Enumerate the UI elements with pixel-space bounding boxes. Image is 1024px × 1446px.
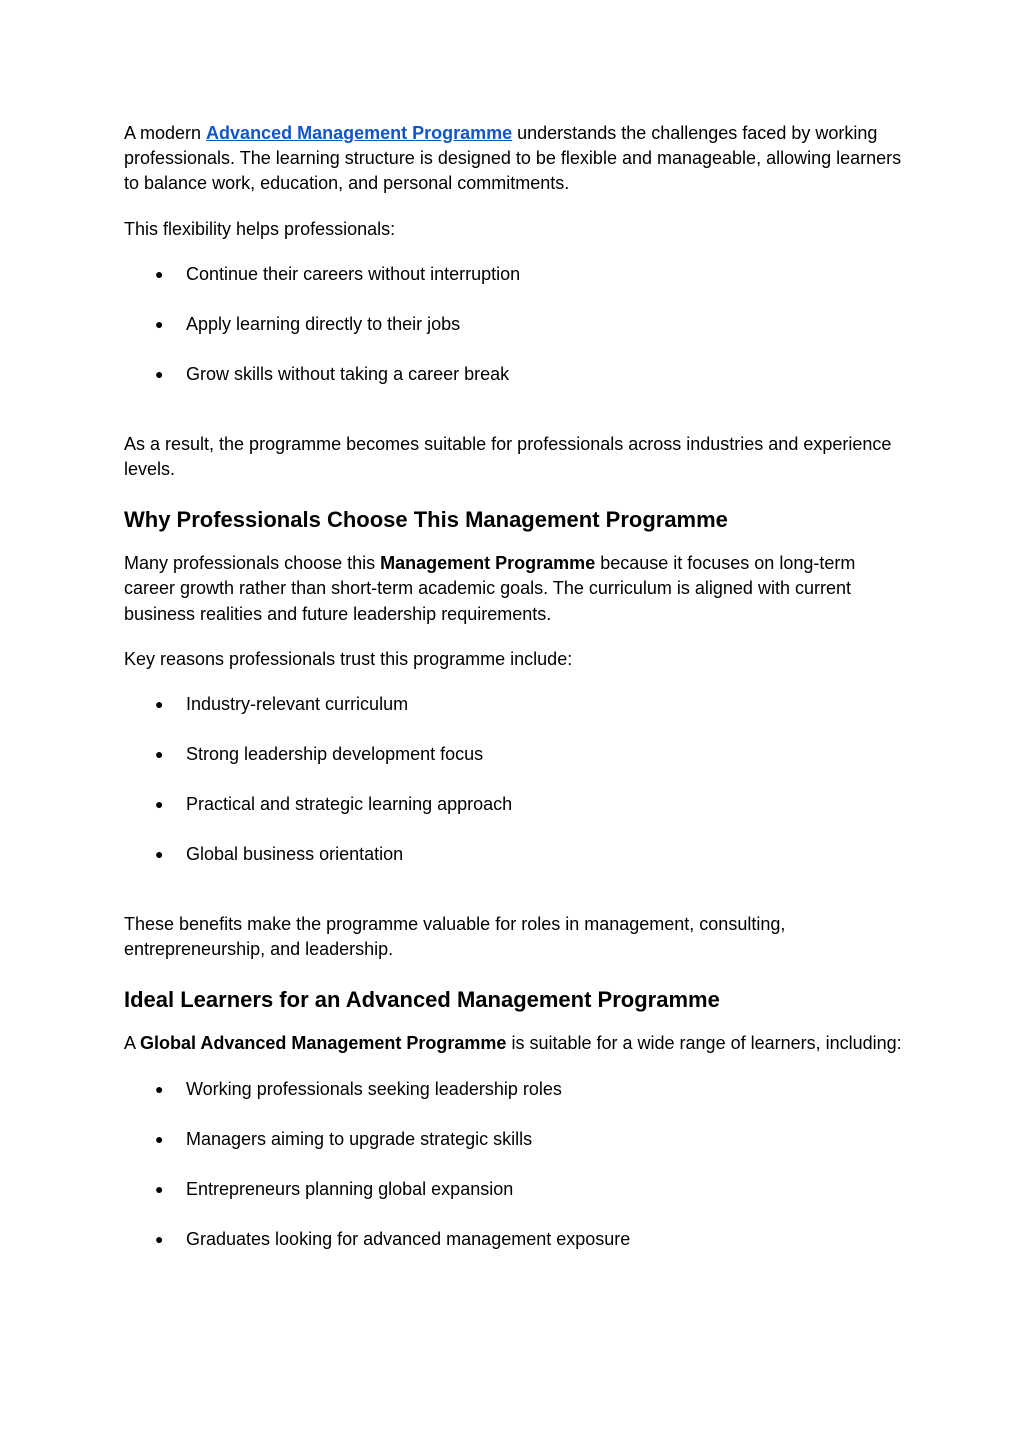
bullet-icon: ● [155, 746, 164, 763]
why-lead: Key reasons professionals trust this programme include: [124, 648, 573, 669]
bullet-icon: ● [155, 315, 164, 332]
bullet-icon: ● [155, 1180, 164, 1197]
why-suffix: because it focuses on long-term career growth rather than short-term academic goals. The curriculum is aligned with current business realities and future leadership requirements. [124, 553, 856, 624]
bullet-icon: ● [155, 365, 164, 382]
document-page [124, 121, 904, 1252]
list-item [124, 692, 904, 717]
list-item-text: Continue their careers without interruption [186, 263, 521, 284]
list-item-text: Industry-relevant curriculum [186, 694, 409, 715]
advanced-management-programme-link[interactable]: Advanced Management Programme [206, 123, 513, 143]
list-item [124, 1227, 904, 1252]
learners-section-heading: Ideal Learners for an Advanced Management Programme [124, 987, 720, 1013]
list-item [124, 1177, 904, 1202]
bullet-icon: ● [155, 1230, 164, 1247]
bullet-icon: ● [155, 846, 164, 863]
learners-prefix: A [124, 1033, 141, 1054]
bullet-icon: ● [155, 796, 164, 813]
why-prefix: Many professionals choose this [124, 553, 381, 574]
flexibility-list [124, 262, 904, 387]
bullet-icon: ● [155, 265, 164, 282]
list-item-text: Apply learning directly to their jobs [186, 313, 461, 334]
list-item [124, 262, 904, 287]
list-item-text: Strong leadership development focus [186, 744, 484, 765]
why-bold-term: Management Programme [380, 553, 596, 574]
intro-suffix: understands the challenges faced by working professionals. The learning structure is designed to be flexible and manageable, allowing learners to balance work, education, and personal commitments. [124, 123, 902, 194]
learners-paragraph [124, 1031, 904, 1056]
bullet-icon: ● [155, 696, 164, 713]
list-item-text: Practical and strategic learning approach [186, 794, 513, 815]
list-item-text: Managers aiming to upgrade strategic skills [186, 1128, 533, 1149]
list-item-text: Global business orientation [186, 844, 404, 865]
flexibility-lead: This flexibility helps professionals: [124, 218, 396, 239]
why-conclusion: These benefits make the programme valuable for roles in management, consulting, entrepreneurship, and leadership. [124, 914, 786, 960]
bullet-icon: ● [155, 1080, 164, 1097]
why-paragraph [124, 551, 904, 627]
list-item-text: Grow skills without taking a career break [186, 363, 510, 384]
learners-bold-term: Global Advanced Management Programme [140, 1033, 507, 1054]
learners-list [124, 1077, 904, 1252]
list-item [124, 362, 904, 387]
list-item [124, 742, 904, 767]
list-item [124, 1127, 904, 1152]
intro-paragraph [124, 121, 904, 197]
intro-prefix: A modern [124, 123, 207, 143]
list-item [124, 312, 904, 337]
flexibility-conclusion: As a result, the programme becomes suitable for professionals across industries and experience levels. [124, 433, 892, 480]
list-item-text: Working professionals seeking leadership roles [186, 1078, 562, 1099]
why-section-heading: Why Professionals Choose This Management Programme [124, 507, 728, 533]
bullet-icon: ● [155, 1130, 164, 1147]
list-item-text: Entrepreneurs planning global expansion [186, 1178, 514, 1199]
learners-suffix: is suitable for a wide range of learners, including: [506, 1033, 902, 1054]
list-item [124, 842, 904, 867]
list-item [124, 1077, 904, 1102]
list-item [124, 792, 904, 817]
reasons-list [124, 692, 904, 867]
list-item-text: Graduates looking for advanced management exposure [186, 1228, 631, 1249]
